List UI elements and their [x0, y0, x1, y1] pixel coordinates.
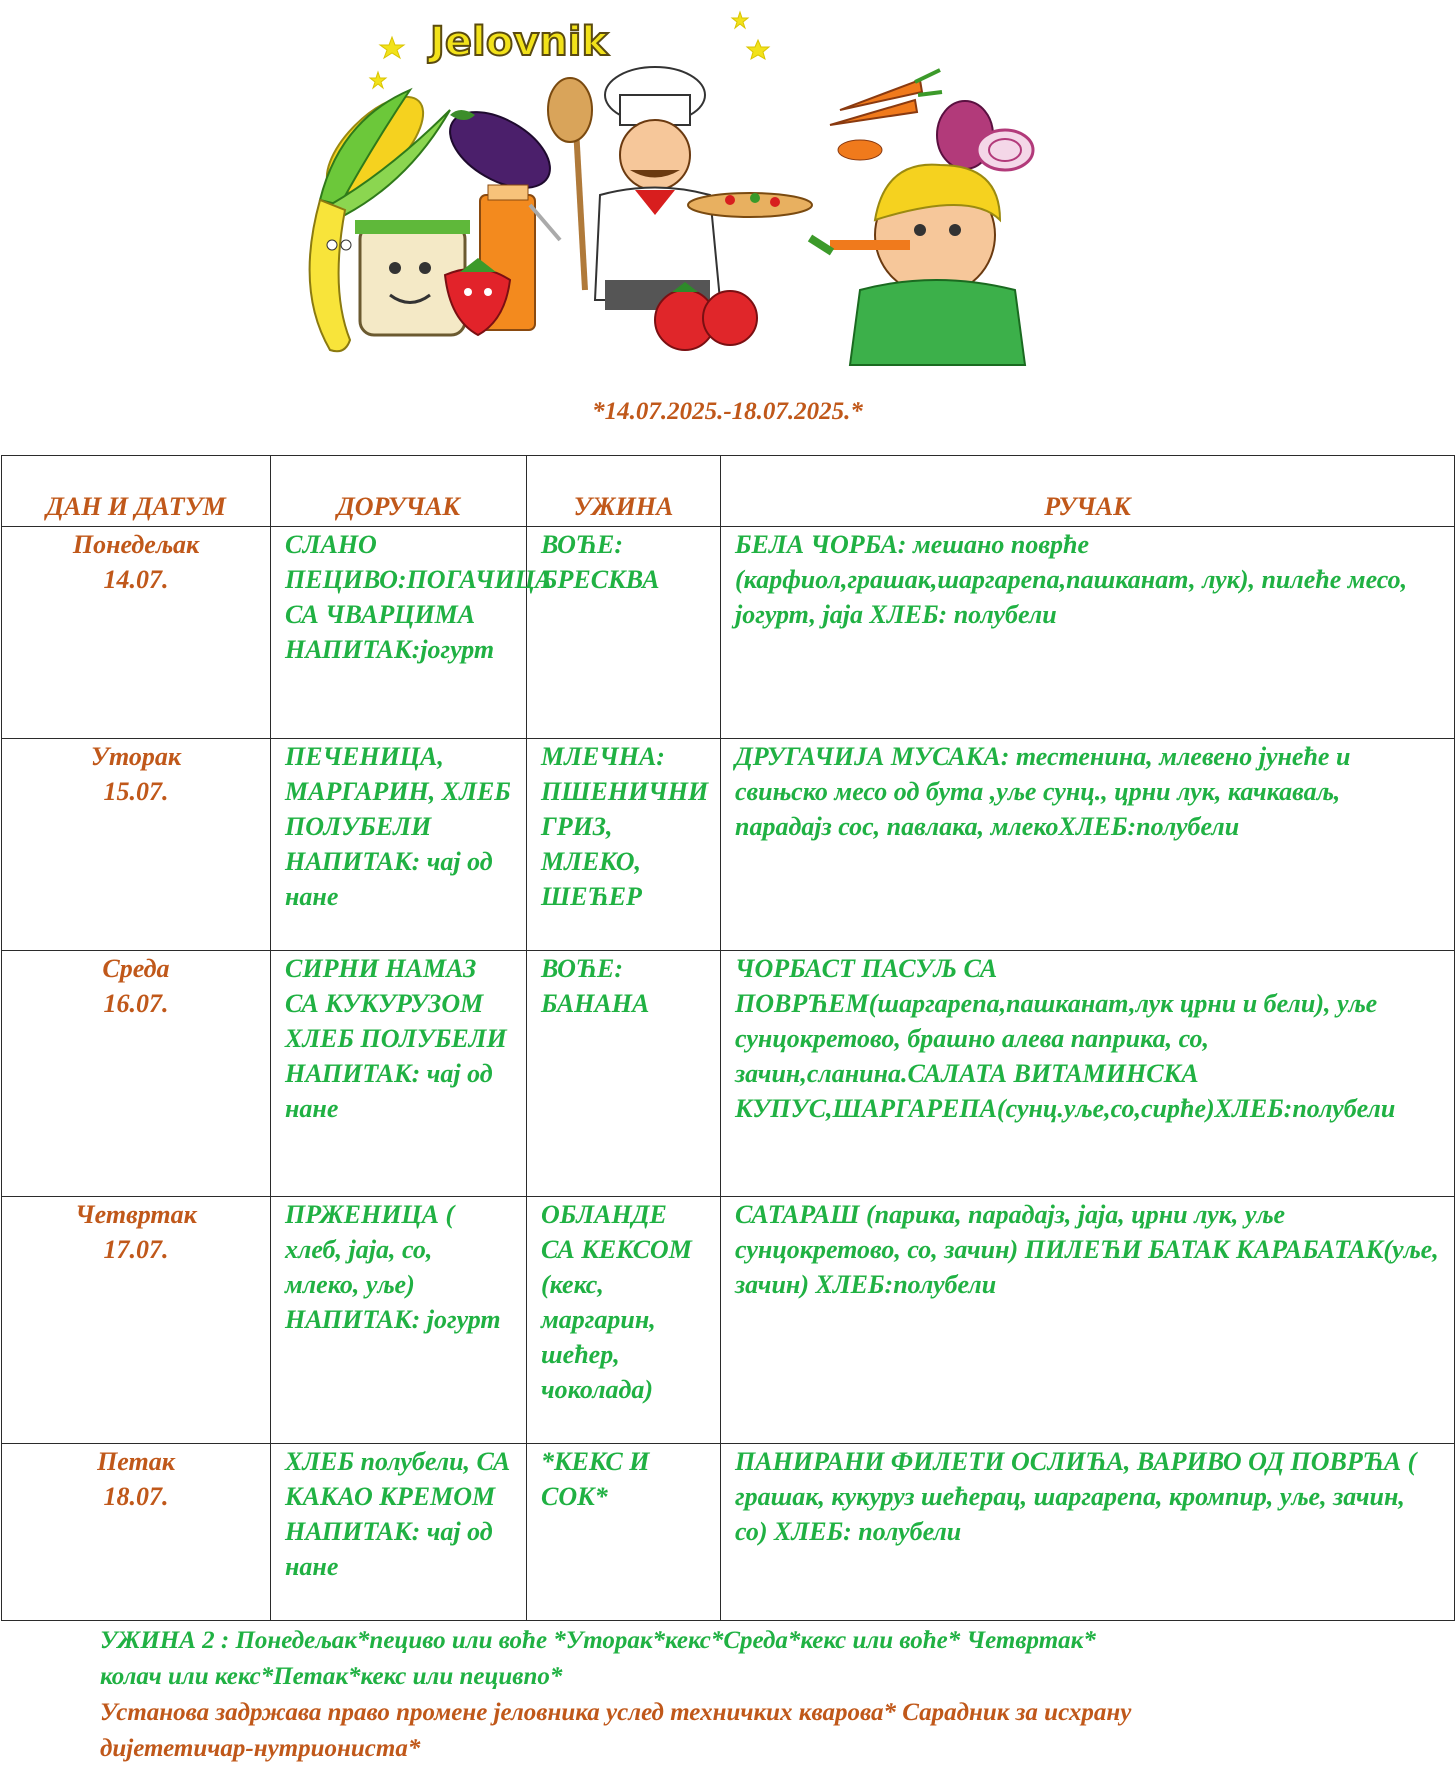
day-name: Среда	[102, 954, 170, 983]
snack-2-note: УЖИНА 2 : Понедељак*пециво или воће *Уторак*кекс*Среда*кекс или воће* Четвртак* колач или кекс*Петак*кекс или пецивпо*	[100, 1627, 1096, 1690]
header-snack: УЖИНА	[527, 456, 721, 527]
lunch-cell: БЕЛА ЧОРБА: мешано поврће (карфиол,грашак,шаргарепа,пашканат, лук), пилеће месо, јогурт, јаја ХЛЕБ: полубели	[721, 527, 1455, 739]
table-row	[2, 1444, 1455, 1621]
snack-cell: *КЕКС И СОК*	[527, 1444, 721, 1621]
breakfast-cell: ПЕЧЕНИЦА, МАРГАРИН, ХЛЕБ ПОЛУБЕЛИ НАПИТАК: чај од нане	[271, 739, 527, 951]
day-date: 14.07.	[103, 565, 169, 594]
day-cell	[2, 1197, 271, 1444]
lunch-cell: ПАНИРАНИ ФИЛЕТИ ОСЛИЋА, ВАРИВО ОД ПОВРЋА ( грашак, кукуруз шећерац, шаргарепа, кромпир, уље, зачин, со) ХЛЕБ: полубели	[721, 1444, 1455, 1621]
header-day-date: ДАН И ДАТУМ	[2, 456, 271, 527]
header-lunch: РУЧАК	[721, 456, 1455, 527]
day-date: 15.07.	[103, 777, 169, 806]
day-date: 16.07.	[103, 989, 169, 1018]
header-illustration	[300, 0, 1120, 380]
carrot-icon	[830, 70, 942, 160]
day-date: 18.07.	[103, 1482, 169, 1511]
day-cell	[2, 951, 271, 1197]
chef-icon	[548, 67, 812, 310]
date-range: *14.07.2025.-18.07.2025.*	[592, 398, 863, 425]
table-row	[2, 1197, 1455, 1444]
day-name: Уторак	[90, 742, 182, 771]
logo-text: Jelovnik	[430, 19, 609, 65]
day-name: Петак	[97, 1447, 175, 1476]
snack-cell: МЛЕЧНА: ПШЕНИЧНИ ГРИЗ, МЛЕКО, ШЕЋЕР	[527, 739, 721, 951]
menu-table	[1, 455, 1455, 1621]
boy-icon	[810, 165, 1025, 365]
footer-notes	[100, 1623, 1330, 1767]
snack-cell: ВОЋЕ: БРЕСКВА	[527, 527, 721, 739]
corn-icon	[311, 81, 450, 215]
table-row	[2, 951, 1455, 1197]
table-row	[2, 527, 1455, 739]
lunch-cell: САТАРАШ (парика, парадајз, јаја, црни лук, уље сунцокретово, со, зачин) ПИЛЕЋИ БАТАК КАРАБАТАК(уље, зачин) ХЛЕБ:полубели	[721, 1197, 1455, 1444]
day-cell	[2, 1444, 271, 1621]
snack-cell: ВОЋЕ: БАНАНА	[527, 951, 721, 1197]
day-name: Понедељак	[72, 530, 200, 559]
breakfast-cell: СЛАНО ПЕЦИВО:ПОГАЧИЦА СА ЧВАРЦИМА НАПИТАК:јогурт	[271, 527, 527, 739]
banana-icon	[310, 200, 351, 351]
day-cell	[2, 739, 271, 951]
table-row	[2, 739, 1455, 951]
day-name: Четвртак	[75, 1200, 197, 1229]
day-date: 17.07.	[103, 1235, 169, 1264]
breakfast-cell: ПРЖЕНИЦА ( хлеб, јаја, со, млеко, уље) НАПИТАК: јогурт	[271, 1197, 527, 1444]
lunch-cell: ДРУГАЧИЈА МУСАКА: тестенина, млевено јунеће и свињско месо од бута ,уље сунц., црни лук, качкаваљ, парадајз сос, павлака, млекоХЛЕБ:полубели	[721, 739, 1455, 951]
menu-change-notice: Установа задржава право промене јеловника услед техничких кварова* Сарадник за исхрану дијететичар-нутриониста*	[100, 1699, 1132, 1762]
breakfast-cell: ХЛЕБ полубели, СА КАКАО КРЕМОМ НАПИТАК: чај од нане	[271, 1444, 527, 1621]
onion-icon	[937, 101, 1033, 170]
header-breakfast: ДОРУЧАК	[271, 456, 527, 527]
snack-cell: ОБЛАНДЕ СА КЕКСОМ (кекс, маргарин, шећер, чоколада)	[527, 1197, 721, 1444]
table-header-row	[2, 456, 1455, 527]
lunch-cell: ЧОРБАСТ ПАСУЉ СА ПОВРЋЕМ(шаргарепа,пашканат,лук црни и бели), уље сунцокретово, брашно алева паприка, со, зачин,сланина.САЛАТА ВИТАМИНСКА КУПУС,ШАРГАРЕПА(сунц.уље,со,сирће)ХЛЕБ:полубели	[721, 951, 1455, 1197]
day-cell	[2, 527, 271, 739]
breakfast-cell: СИРНИ НАМАЗ СА КУКУРУЗОМ ХЛЕБ ПОЛУБЕЛИ НАПИТАК: чај од нане	[271, 951, 527, 1197]
